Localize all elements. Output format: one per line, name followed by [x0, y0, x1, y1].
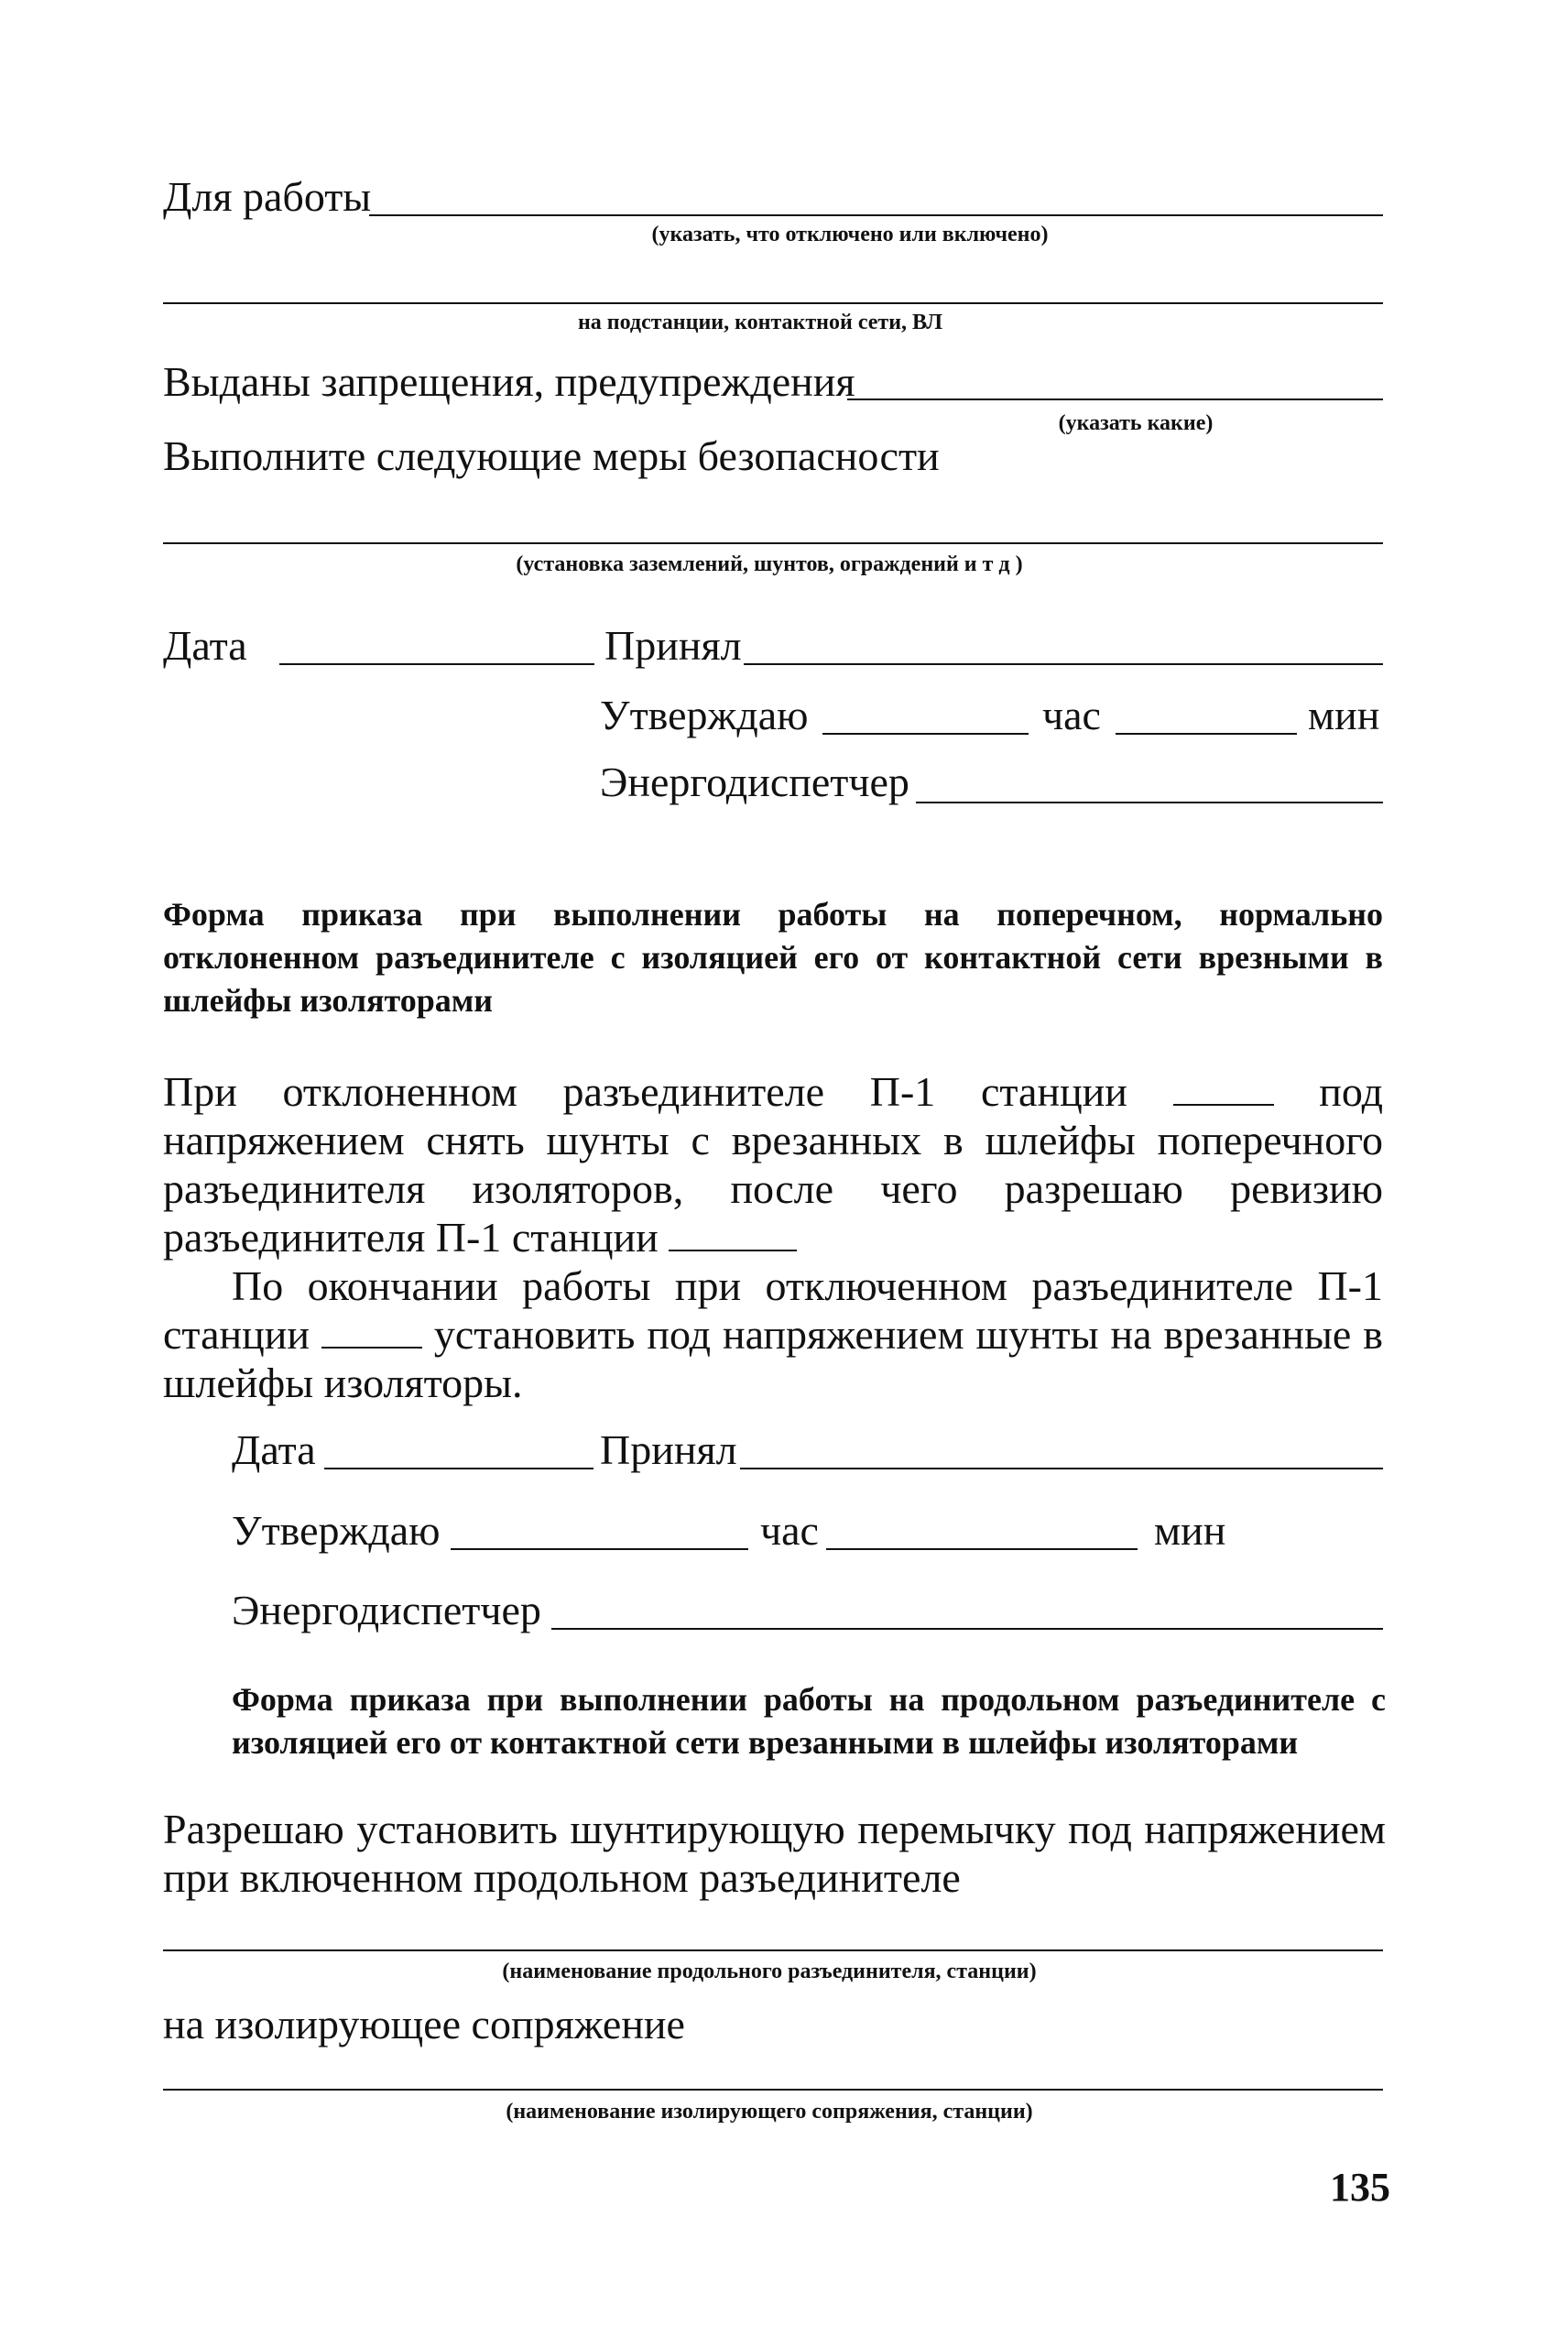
form2-p2-part-a: По окончании работы при отключенном разъединителе П-1 станции	[163, 1262, 1383, 1358]
issued-label: Выданы запрещения, предупреждения	[163, 358, 855, 405]
disconnector-name-hint: (наименование продольного разъединителя, станции)	[502, 1960, 1037, 1983]
form3-heading: Форма приказа при выполнении работы на продольном разъединителе с изоляцией его от контактной сети врезанными в шлейфы изоляторами	[232, 1681, 1386, 1761]
form2-min-label: мин	[1154, 1507, 1226, 1554]
form2-p1-part-b: под напряжением снять шунты с врезанных в шлейфы поперечного разъединителя изоляторов, после чего разрешаю ревизию разъединителя П-1 станции	[163, 1068, 1383, 1261]
date-field[interactable]	[279, 663, 594, 665]
form3-paragraph-2: на изолирующее сопряжение	[163, 2001, 685, 2048]
form2-accepted-label: Принял	[600, 1426, 737, 1473]
date-label: Дата	[163, 622, 247, 669]
form2-accepted-field[interactable]	[740, 1468, 1383, 1469]
form2-approve-label: Утверждаю	[232, 1507, 441, 1554]
issued-hint: (указать какие)	[1058, 411, 1214, 435]
accepted-field[interactable]	[744, 663, 1383, 665]
form2-heading: Форма приказа при выполнении работы на поперечном, нормально отклоненном разъединителе с изоляцией его от контактной сети врезными в шлейфы изоляторами	[163, 896, 1383, 1019]
form2-hour-label: час	[760, 1507, 819, 1554]
form2-date-field[interactable]	[324, 1468, 593, 1469]
measures-hint: (установка заземлений, шунтов, ограждений и т д )	[516, 552, 1023, 576]
for-work-hint: (указать, что отключено или включено)	[651, 223, 1049, 246]
form3-paragraph-1: Разрешаю установить шунтирующую перемычку под напряжением при включенном продольном разъединителе	[163, 1806, 1386, 1901]
form2-approve-min-field[interactable]	[826, 1548, 1138, 1550]
approve-label: Утверждаю	[600, 692, 809, 738]
station-field-1[interactable]	[1173, 1073, 1274, 1106]
hour-label: час	[1042, 692, 1101, 738]
page-number: 135	[1330, 2165, 1390, 2210]
station-field-3[interactable]	[321, 1316, 422, 1349]
min-label: мин	[1308, 692, 1380, 738]
issued-field[interactable]	[847, 399, 1383, 400]
measures-field[interactable]	[163, 542, 1383, 544]
accepted-label: Принял	[604, 622, 742, 669]
disconnector-name-field[interactable]	[163, 1949, 1383, 1951]
form2-dispatcher-field[interactable]	[551, 1628, 1383, 1630]
approve-min-field[interactable]	[1116, 733, 1297, 735]
form2-p2-part-b: установить под напряжением шунты на врезанные в шлейфы изоляторы.	[163, 1311, 1384, 1406]
insulating-joint-field[interactable]	[163, 2089, 1383, 2091]
form2-paragraph-2	[163, 1261, 1383, 1407]
form2-date-label: Дата	[232, 1426, 316, 1473]
measures-label: Выполните следующие меры безопасности	[163, 432, 940, 479]
location-field[interactable]	[163, 302, 1383, 304]
for-work-label: Для работы	[163, 173, 372, 220]
form2-approve-hour-field[interactable]	[451, 1548, 748, 1550]
insulating-joint-hint: (наименование изолирующего сопряжения, станции)	[506, 2100, 1033, 2124]
station-field-2[interactable]	[669, 1218, 797, 1251]
dispatcher-field[interactable]	[916, 802, 1383, 803]
form2-dispatcher-label: Энергодиспетчер	[232, 1587, 541, 1633]
for-work-field[interactable]	[369, 214, 1383, 216]
dispatcher-label: Энергодиспетчер	[600, 759, 909, 805]
form2-paragraph-1	[163, 1067, 1383, 1261]
location-hint: на подстанции, контактной сети, ВЛ	[577, 311, 943, 334]
approve-hour-field[interactable]	[822, 733, 1029, 735]
form2-p1-part-a: При отклоненном разъединителе П-1 станции	[163, 1068, 1127, 1115]
